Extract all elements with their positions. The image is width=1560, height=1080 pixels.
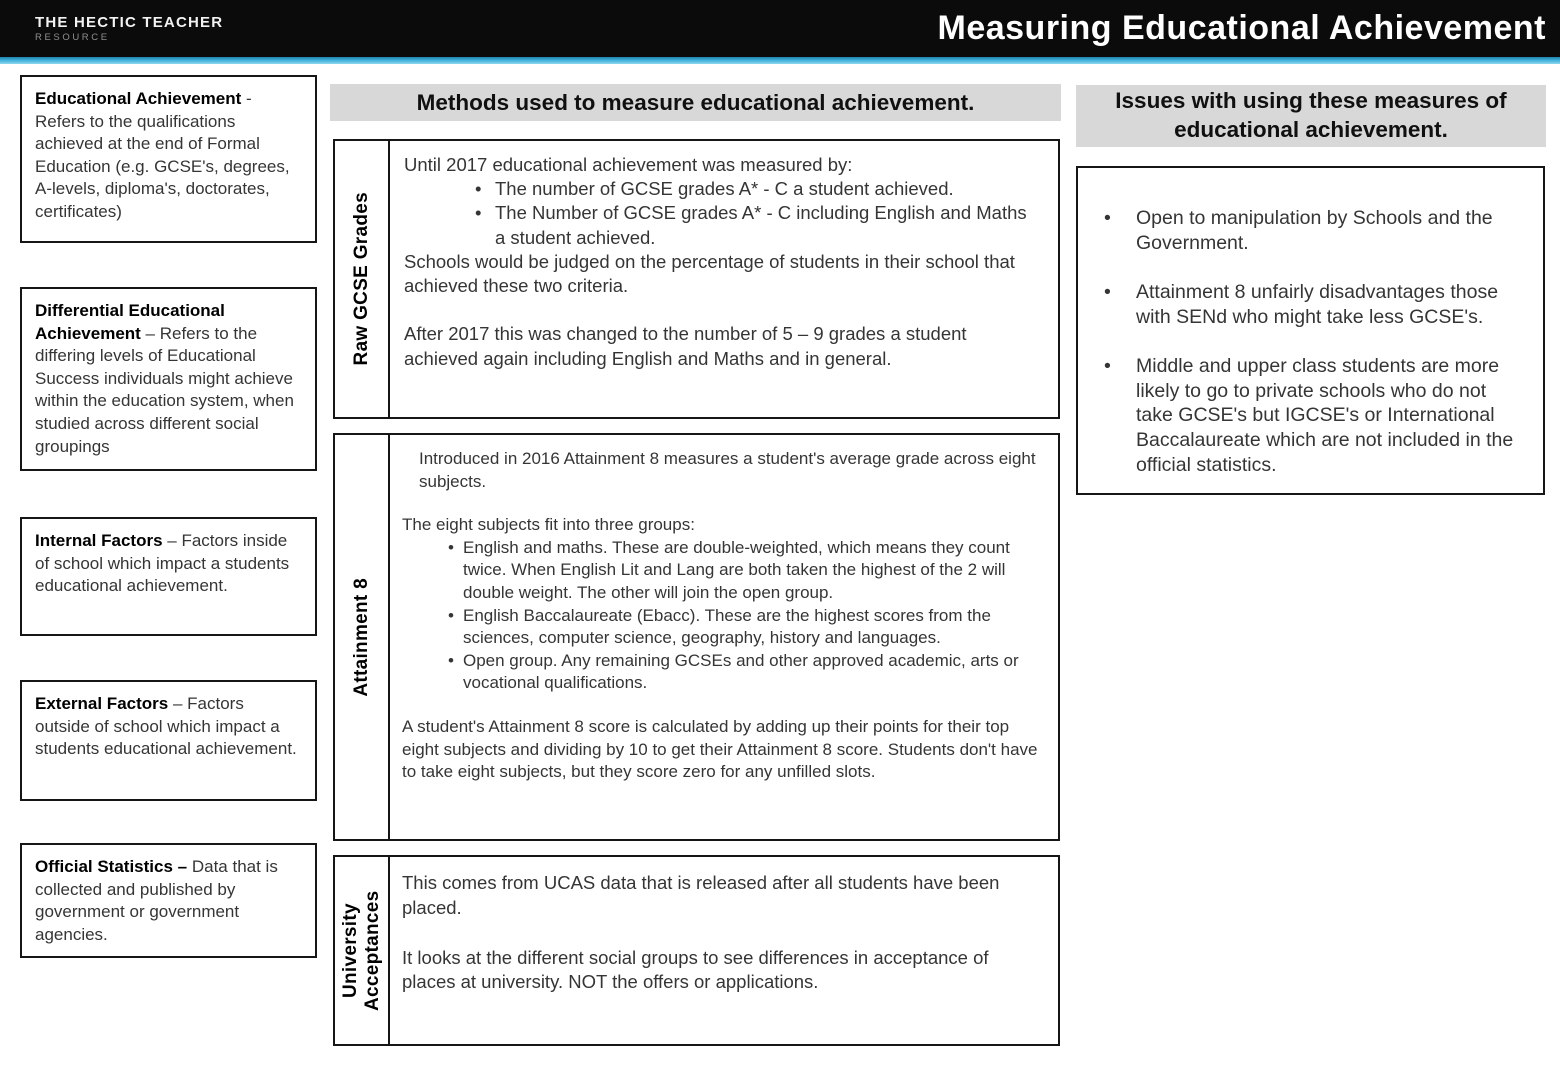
definition-term: Internal Factors — [35, 531, 163, 550]
university-paragraph-2: It looks at the different social groups to see differences in acceptance of places at university. NOT the offers or applications. — [402, 946, 989, 993]
site-logo — [35, 15, 223, 43]
attainment8-scoring: A student's Attainment 8 score is calculated by adding up their points for their top eight subjects and dividing by 10 to get their Attainment 8 score. Students don't have to take eight subjects, but they score zero for any unfilled slots. — [402, 717, 1038, 782]
methods-section-header: Methods used to measure educational achievement. — [330, 84, 1061, 121]
logo-line1: THE HECTIC TEACHER — [35, 13, 224, 31]
definition-body: Data that is collected and published by government or government agencies. — [35, 857, 278, 944]
attainment8-groups-lead: The eight subjects fit into three groups: — [402, 515, 695, 535]
top-banner — [0, 0, 1560, 57]
attainment8-bullet-item: • English Baccalaureate (Ebacc). These are the highest scores from the sciences, computer science, geography, history and languages. — [446, 605, 1042, 650]
definition-body: - Refers to the qualifications achieved at the end of Formal Education (e.g. GCSE's, degrees, A-levels, diploma's, doctorates, certificates) — [35, 89, 290, 222]
raw-bullet-item: • The number of GCSE grades A* - C a student achieved. — [468, 177, 1040, 201]
method-label-cell — [335, 857, 390, 1044]
raw-judged: Schools would be judged on the percentage of students in their school that achieved these two criteria. — [404, 250, 1015, 297]
method-label-university-acceptances: University Acceptances — [339, 890, 383, 1011]
accent-stripe — [0, 57, 1560, 64]
definition-term: Educational Achievement — [35, 89, 242, 108]
definition-box-official-statistics — [20, 843, 317, 958]
method-label-raw-gcse-grades: Raw GCSE Grades — [350, 192, 372, 366]
issues-bullet-item: • Attainment 8 unfairly disadvantages those with SENd who might take less GCSE's. — [1094, 280, 1525, 329]
method-box-attainment-8 — [333, 433, 1060, 841]
definition-term: Differential Educational Achievement — [35, 301, 225, 343]
logo-line2: RESOURCE — [35, 31, 110, 43]
attainment8-bullet-item: • English and maths. These are double-weighted, which means they count twice. When English Lit and Lang are both taken the highest of the 2 will double weight. The other will join the open group. — [446, 537, 1042, 605]
issues-box — [1076, 166, 1545, 495]
raw-bullet-list — [468, 177, 1040, 250]
attainment8-bullet-item: • Open group. Any remaining GCSEs and other approved academic, arts or vocational qualifications. — [446, 650, 1042, 695]
definition-box-educational-achievement — [20, 75, 317, 243]
university-paragraph-1: This comes from UCAS data that is released after all students have been placed. — [402, 872, 1000, 918]
method-box-raw-gcse-grades — [333, 139, 1060, 419]
method-content — [390, 435, 1058, 839]
definition-box-internal-factors — [20, 517, 317, 636]
method-label-cell — [335, 141, 390, 417]
definition-body: – Factors outside of school which impact a students educational achievement. — [35, 694, 297, 759]
definition-box-differential-educational-achievement — [20, 287, 317, 471]
definition-term: Official Statistics – — [35, 857, 188, 876]
issues-bullet-list — [1094, 206, 1525, 477]
raw-bullet-item: • The Number of GCSE grades A* - C including English and Maths a student achieved. — [468, 201, 1040, 249]
method-box-university-acceptances — [333, 855, 1060, 1046]
page-title: Measuring Educational Achievement — [937, 9, 1546, 47]
definition-term: External Factors — [35, 694, 169, 713]
issues-bullet-item: • Open to manipulation by Schools and the Government. — [1094, 206, 1525, 255]
raw-intro: Until 2017 educational achievement was measured by: — [404, 154, 853, 175]
definition-body: – Factors inside of school which impact a students educational achievement. — [35, 531, 290, 596]
method-label-cell — [335, 435, 390, 839]
attainment8-intro: Introduced in 2016 Attainment 8 measures a student's average grade across eight subjects. — [419, 449, 1036, 491]
definition-box-external-factors — [20, 680, 317, 801]
definition-body: – Refers to the differing levels of Educational Success individuals might achieve within the education system, when studied across different social groupings — [35, 323, 294, 456]
raw-after-2017: After 2017 this was changed to the number of 5 – 9 grades a student achieved again including English and Maths and in general. — [404, 323, 967, 369]
issues-bullet-item: • Middle and upper class students are more likely to go to private schools who do not take GCSE's but IGCSE's or International Baccalaureate which are not included in the official statistics. — [1094, 354, 1525, 477]
method-label-attainment-8: Attainment 8 — [350, 577, 372, 697]
method-content — [390, 857, 1058, 1044]
attainment8-bullet-list — [446, 537, 1042, 695]
method-content — [390, 141, 1058, 417]
issues-section-header: Issues with using these measures of educational achievement. — [1076, 85, 1546, 147]
